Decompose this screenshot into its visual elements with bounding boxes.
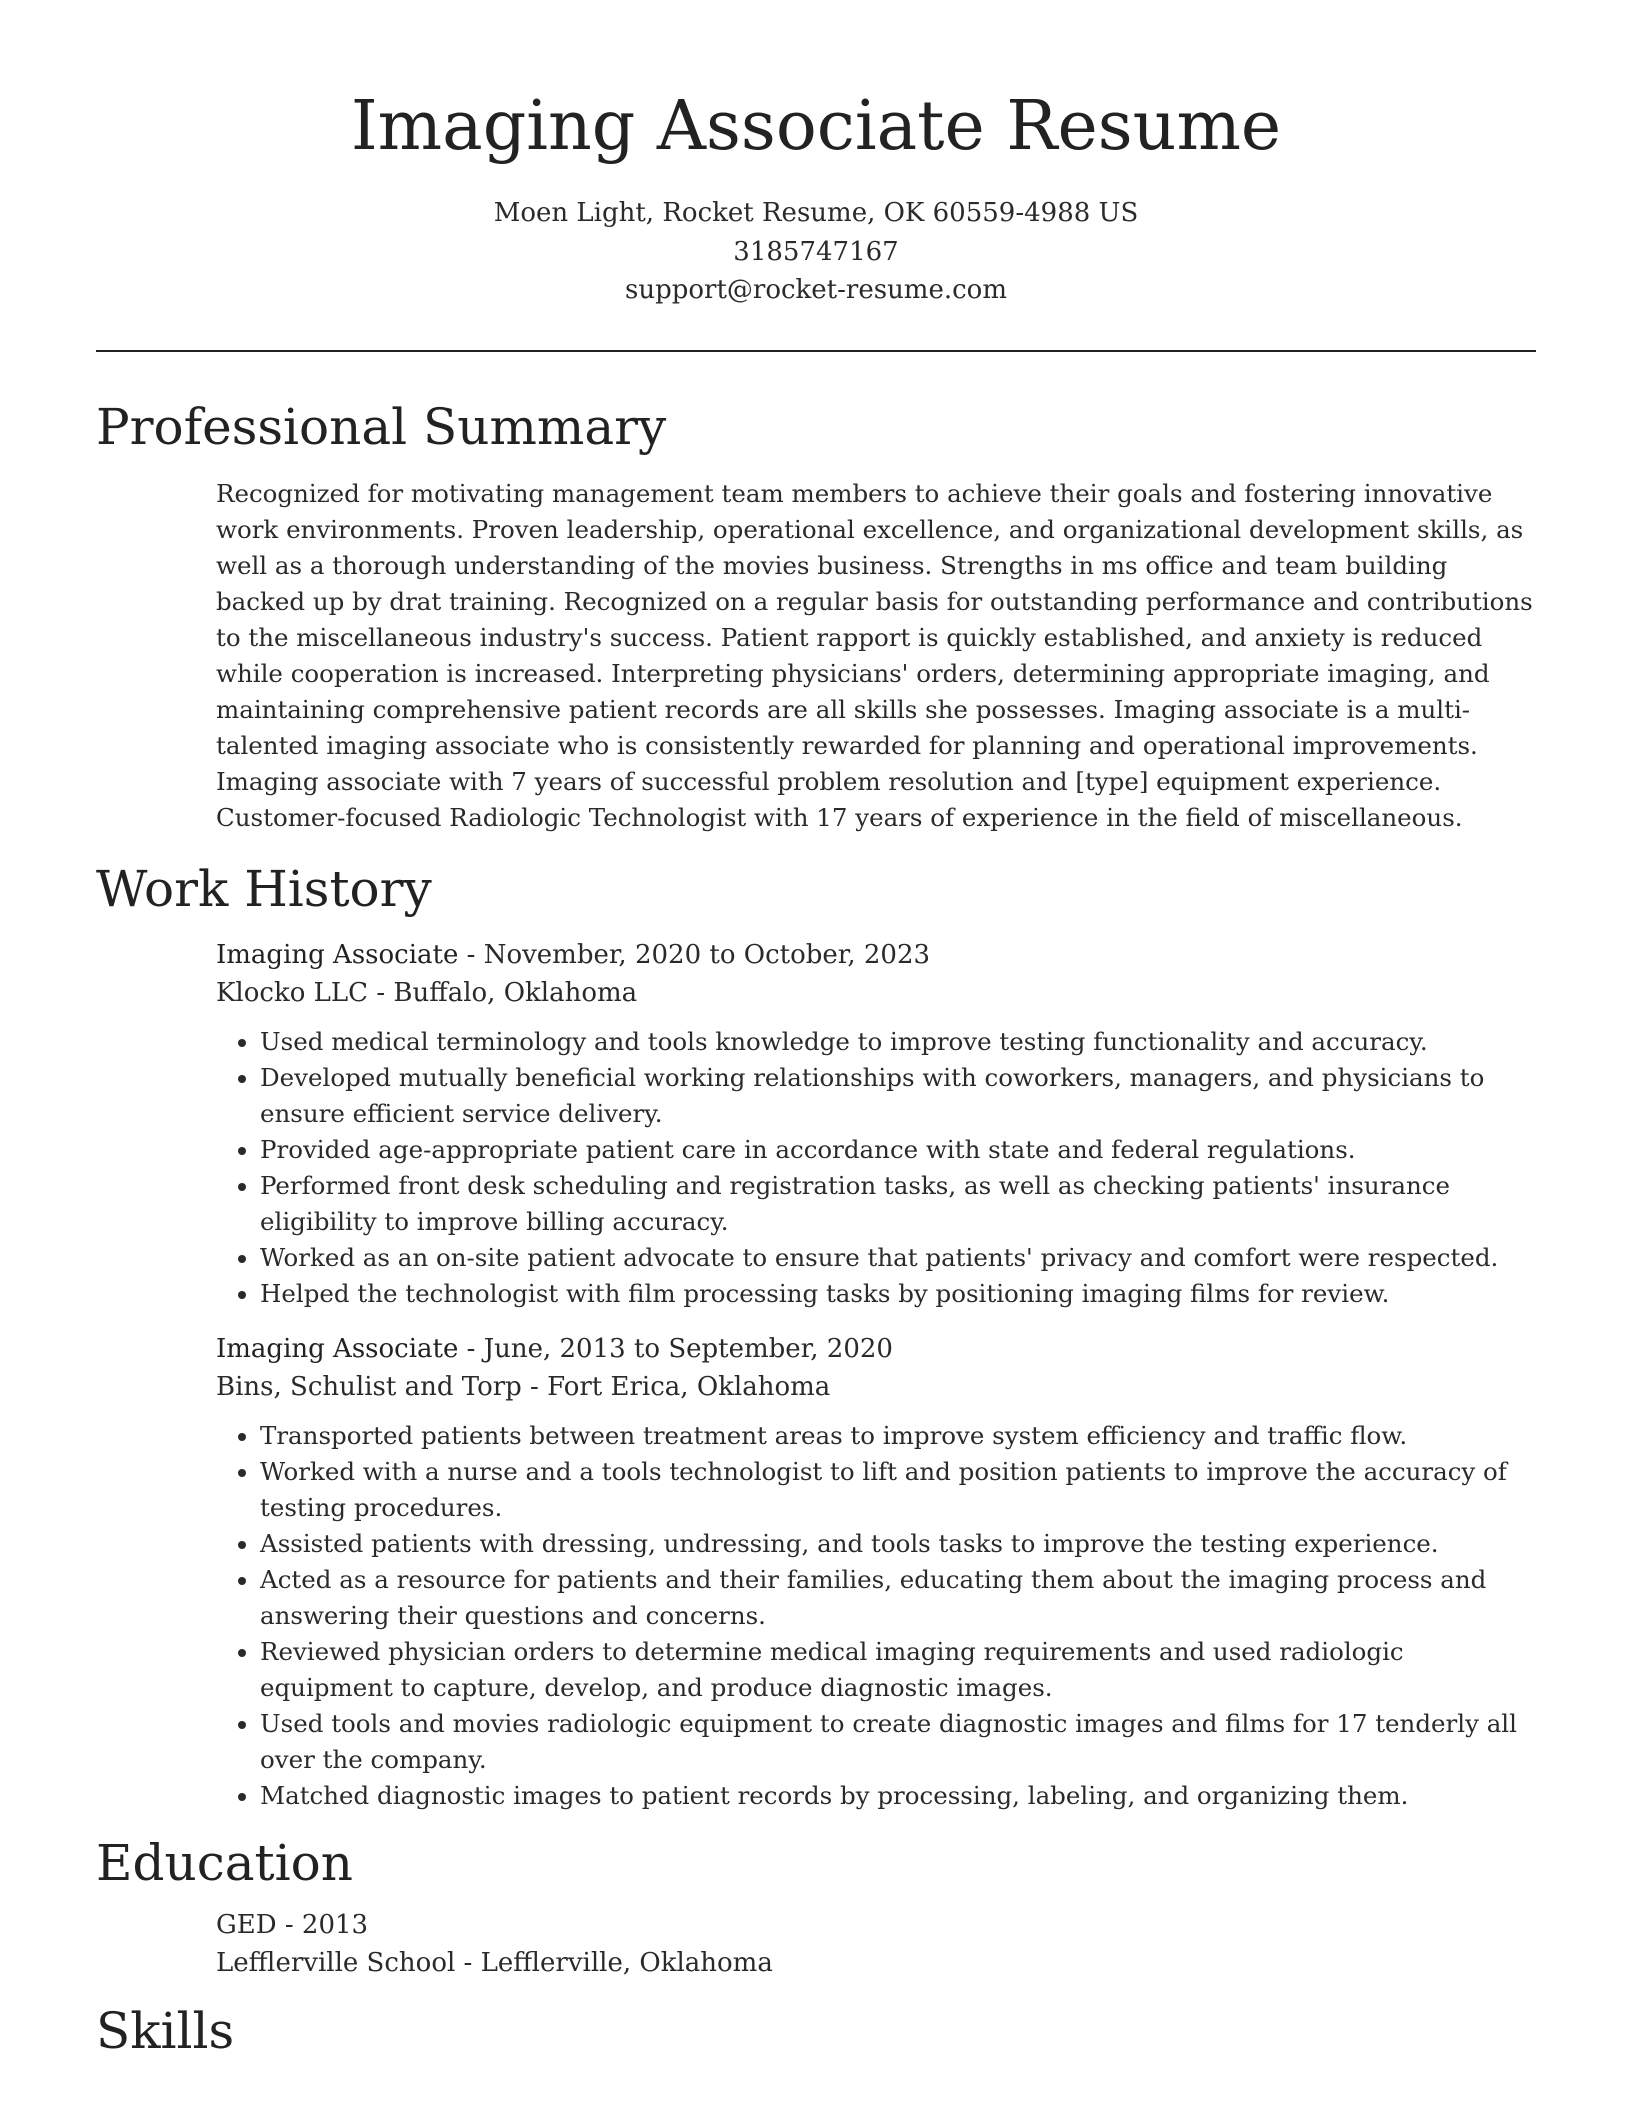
job-location: - Fort Erica, Oklahoma: [521, 1371, 831, 1402]
list-item: • Used tools and movies radiologic equipment to create diagnostic images and films for 17 tenderly all over the company.: [260, 1706, 1536, 1778]
list-item: • Worked as an on-site patient advocate to ensure that patients' privacy and comfort were respected.: [260, 1240, 1536, 1276]
list-item: • Provided age-appropriate patient care in accordance with state and federal regulations.: [260, 1132, 1536, 1168]
resume-header: [96, 0, 1536, 310]
job-bullets: [216, 1024, 1536, 1312]
list-item: • Assisted patients with dressing, undressing, and tools tasks to improve the testing experience.: [260, 1526, 1536, 1562]
job-dates: - June, 2013 to September, 2020: [458, 1333, 893, 1364]
summary-text: Recognized for motivating management team members to achieve their goals and fostering innovative work environments. Proven leadership, operational excellence, and organizational development skills, as well as a thorough understanding of the movies business. Strengths in ms office and team building backed up by drat training. Recognized on a regular basis for outstanding performance and contributions to the miscellaneous industry's success. Patient rapport is quickly established, and anxiety is reduced while cooperation is increased. Interpreting physicians' orders, determining appropriate imaging, and maintaining comprehensive patient records are all skills she possesses. Imaging associate is a multi-talented imaging associate who is consistently rewarded for planning and operational improvements. Imaging associate with 7 years of successful problem resolution and [type] equipment experience. Customer-focused Radiologic Technologist with 17 years of experience in the field of miscellaneous.: [216, 478, 1533, 832]
job-entry: [216, 1330, 1536, 1814]
resume-title: Imaging Associate Resume: [350, 87, 1282, 166]
job-location: - Buffalo, Oklahoma: [368, 977, 638, 1008]
school-location: - Lefflerville, Oklahoma: [455, 1947, 773, 1978]
job-bullets: [216, 1418, 1536, 1814]
job-company-line: [216, 1368, 1536, 1406]
degree-name: GED: [216, 1909, 277, 1940]
list-item: • Transported patients between treatment areas to improve system efficiency and traffic flow.: [260, 1418, 1536, 1454]
list-item: • Acted as a resource for patients and their families, educating them about the imaging process and answering their questions and concerns.: [260, 1562, 1536, 1634]
email-text: support@rocket-resume.com: [624, 275, 1007, 305]
header-divider: [96, 350, 1536, 352]
contact-info: [96, 194, 1536, 310]
job-company-line: [216, 974, 1536, 1012]
list-item: • Performed front desk scheduling and registration tasks, as well as checking patients' insurance eligibility to improve billing accuracy.: [260, 1168, 1536, 1240]
list-item: • Matched diagnostic images to patient records by processing, labeling, and organizing them.: [260, 1778, 1536, 1814]
job-role: Imaging Associate: [216, 1333, 459, 1364]
summary-heading: Professional Summary: [96, 397, 667, 456]
job-entry: [216, 936, 1536, 1312]
list-item: • Worked with a nurse and a tools technologist to lift and position patients to improve the accuracy of testing procedures.: [260, 1454, 1536, 1526]
skills-heading: Skills: [96, 2001, 235, 2060]
education-heading: Education: [96, 1833, 353, 1892]
school-line: [216, 1944, 1536, 1982]
school-name: Lefflerville School: [216, 1947, 456, 1978]
education-entry: [216, 1906, 1536, 1982]
list-item: • Helped the technologist with film processing tasks by positioning imaging films for review.: [260, 1276, 1536, 1312]
list-item: • Reviewed physician orders to determine medical imaging requirements and used radiologic equipment to capture, develop, and produce diagnostic images.: [260, 1634, 1536, 1706]
job-role: Imaging Associate: [216, 939, 459, 970]
degree-line: [216, 1906, 1536, 1944]
job-title-line: [216, 1330, 1536, 1368]
list-item: • Developed mutually beneficial working relationships with coworkers, managers, and physicians to ensure efficient service delivery.: [260, 1060, 1536, 1132]
phone-text: 3185747167: [733, 236, 899, 267]
list-item: • Used medical terminology and tools knowledge to improve testing functionality and accuracy.: [260, 1024, 1536, 1060]
job-dates: - November, 2020 to October, 2023: [458, 939, 931, 970]
resume-page: [96, 0, 1536, 2064]
job-company: Bins, Schulist and Torp: [216, 1371, 522, 1402]
job-title-line: [216, 936, 1536, 974]
job-company: Klocko LLC: [216, 977, 369, 1008]
degree-year: - 2013: [276, 1909, 369, 1940]
address-text: Moen Light, Rocket Resume, OK 60559-4988 US: [493, 198, 1139, 228]
work-history-heading: Work History: [96, 859, 432, 918]
